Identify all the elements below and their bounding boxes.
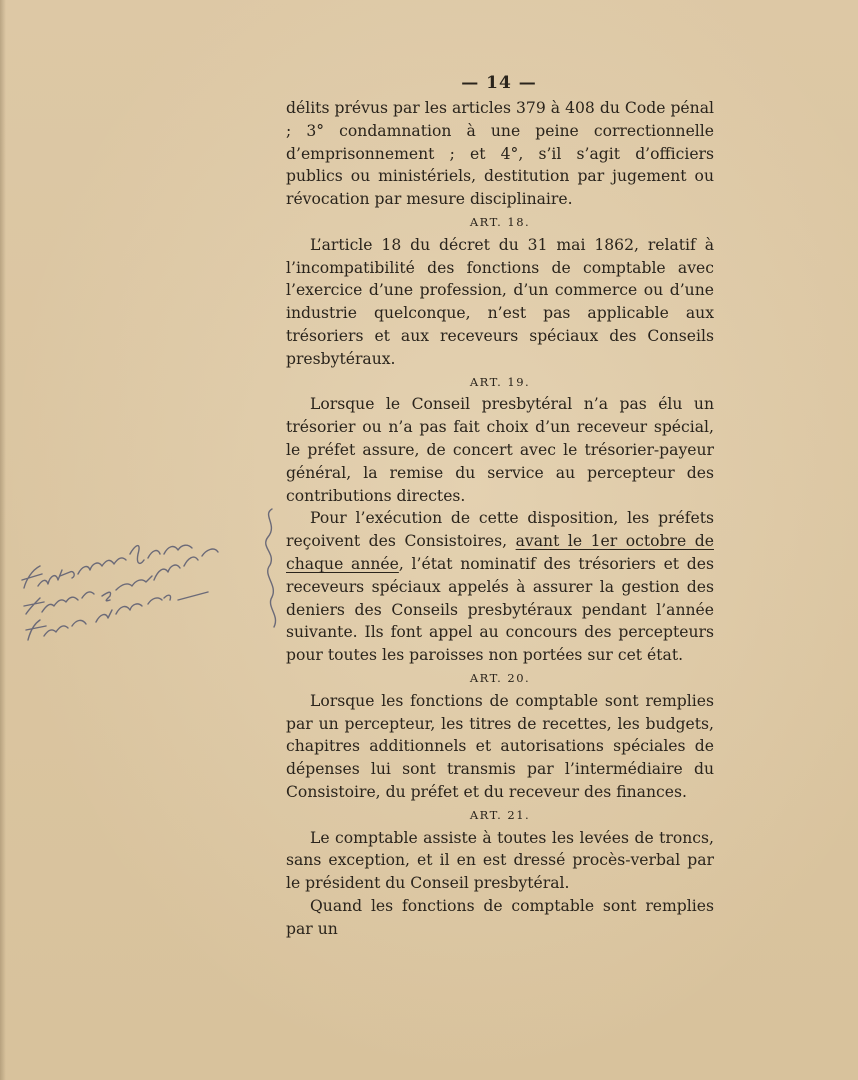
handwritten-margin-note	[12, 540, 262, 650]
article-19-heading: ART. 19.	[469, 374, 531, 389]
body-text	[286, 97, 714, 940]
article-19-text-part-b: , l’état nominatif des trésoriers et des receveurs spéciaux appelés à assurer la gestion des deniers des Conseils presbytéraux pendant l’année suivante. Ils font appel au concours des percepteurs pour toutes les paroisses non portées sur cet état.	[286, 554, 714, 665]
article-19-paragraph-1: Lorsque le Conseil presbytéral n’a pas élu un trésorier ou n’a pas fait choix d’un receveur spécial, le préfet assure, de concert avec le trésorier-payeur général, la remise du service au percepteur des contributions directes.	[286, 395, 714, 505]
underlined-deadline: avant le 1er octobre de chaque année	[286, 532, 714, 573]
pencil-brace-mark	[256, 505, 286, 630]
article-18-heading: ART. 18.	[469, 214, 531, 229]
page-number: — 14 —	[461, 73, 537, 93]
article-20-heading: ART. 20.	[469, 670, 531, 685]
article-21-heading: ART. 21.	[469, 807, 531, 822]
article-19-text-part-a: Pour l’exécution de cette disposition, les préfets reçoivent des Consistoires,	[286, 509, 714, 551]
article-21-paragraph-2: Quand les fonctions de comptable sont remplies par un	[286, 896, 714, 938]
article-18-text: L’article 18 du décret du 31 mai 1862, relatif à l’incompatibilité des fonctions de comptable avec l’exercice d’une profession, d’un commerce ou d’une industrie quelconque, n’est pas applicable aux trésoriers et aux receveurs spéciaux des Conseils presbytéraux.	[286, 235, 714, 368]
article-19-paragraph-2	[286, 507, 714, 667]
article-21-paragraph-1: Le comptable assiste à toutes les levées de troncs, sans exception, et il en est dressé procès-verbal par le président du Conseil presbytéral.	[286, 828, 714, 893]
intro-paragraph: délits prévus par les articles 379 à 408 du Code pénal ; 3° condamnation à une peine correctionnelle d’emprisonnement ; et 4°, s’il s’agit d’officiers publics ou ministériels, destitution par jugement ou révocation par mesure disciplinaire.	[286, 99, 714, 209]
article-20-text: Lorsque les fonctions de comptable sont remplies par un percepteur, les titres de recettes, les budgets, chapitres additionnels et autorisations spéciales de dépenses lui sont transmis par l’intermédiaire du Consistoire, du préfet et du receveur des finances.	[286, 691, 714, 801]
